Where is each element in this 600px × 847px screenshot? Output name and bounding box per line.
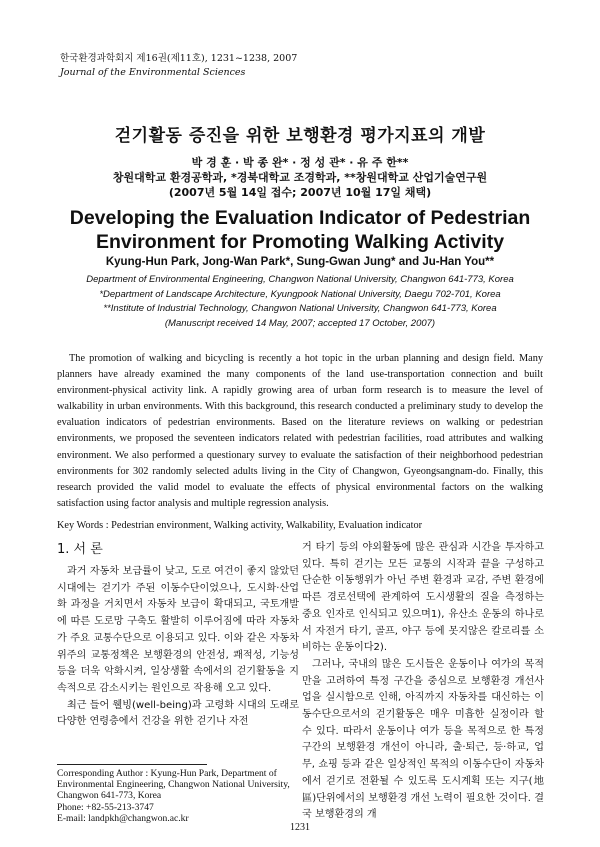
footnote-phone: Phone: +82-55-213-3747 — [57, 801, 154, 813]
section-heading: 1. 서 론 — [57, 542, 103, 557]
affiliation-2: *Department of Landscape Architecture, Kyungpook National University, Daegu 702-701, Korea — [99, 288, 501, 300]
manuscript-dates: (Manuscript received 14 May, 2007; accepted 17 October, 2007) — [164, 317, 436, 329]
abstract: The promotion of walking and bicycling is recently a hot topic in the urban planning and design field. Many planners have already examined the many components of the land use-transportation connection and built environment-physical activity link. A rapidly growing area of urban form research is to measure the level of walkability in urban environments. With this background, this research conducted a preliminary study to develop the evaluation indicators of pedestrian environments. Based on the literature reviews on walking or pedestrian environments, we proposed the seventeen indicators related with pedestrian facilities, road attributes and walking environment. We also performed a questionary survey to evaluate the satisfaction of their neighborhood pedestrian environments for 302 randomly selected adults living in the City of Changwon, Gyeongsangnam-do. Finally, this research provided the valid model to evaluate the effects of physical environmental factors on the walking satisfaction using factor analysis and multiple regression analysis. — [57, 353, 543, 509]
english-title-line1: Developing the Evaluation Indicator of Pedestrian — [69, 207, 531, 229]
right-column — [302, 540, 544, 824]
paragraph: 거 타기 등의 야외활동에 많은 관심과 시간을 투자하고 있다. 특히 걷기는 모든 교통의 시작과 끝을 구성하고 단순한 이동행위가 아닌 주변 환경과 교감, 주변 환경에 따른 경로선택에 관계하여 도시생활의 질을 측정하는 중요 인자로 인식되고 있으며1), 유산소 운동의 하나로서 자전거 타기, 골프, 야구 등에 못지않은 칼로리를 소비하는 운동이다2). — [302, 542, 544, 654]
paragraph: 최근 들어 웰빙(well-being)과 고령화 시대의 도래로 다양한 연령층에서 건강을 위한 걷기나 자전 — [57, 699, 299, 728]
footnote-author: Corresponding Author : Kyung-Hun Park, Department of Environmental Engineering, Changwon National University, Changwon 641-773, Korea — [57, 768, 290, 802]
footnote-divider — [57, 764, 207, 765]
journal-citation: 한국환경과학회지 제16권(제11호), 1231~1238, 2007 — [60, 53, 298, 64]
paragraph: 그러나, 국내의 많은 도시들은 운동이나 여가의 목적만을 고려하여 특정 구간을 중심으로 보행환경 개선사업을 실시함으로 인해, 아직까지 자동차를 대신하는 이동수단으로서의 걷기활동은 매우 미흡한 실정이라 할 수 있다. 따라서 운동이나 여가 등을 목적으로 한 특정 구간의 보행환경 개선이 아니라, 출·퇴근, 등·하교, 업무, 쇼핑 등과 같은 일상적인 목적의 이동수단이 자동차에서 걷기로 전환될 수 있도록 도시계획 또는 지구(地區)단위에서의 보행환경 개선 노력이 필요한 것이다. 결국 보행환경의 개 — [302, 658, 544, 821]
english-affiliations — [0, 273, 600, 331]
journal-name: Journal of the Environmental Sciences — [60, 67, 246, 78]
english-title-line2: Environment for Promoting Walking Activity — [95, 231, 505, 253]
footnote-email: E-mail: landpkh@changwon.ac.kr — [57, 812, 189, 824]
page-number: 1231 — [290, 822, 310, 833]
left-column — [57, 540, 299, 731]
korean-affiliations: 창원대학교 환경공학과, *경북대학교 조경학과, **창원대학교 산업기술연구원 — [112, 171, 488, 184]
korean-author-block — [0, 155, 600, 200]
paragraph: 과거 자동차 보급률이 낮고, 도로 여건이 좋지 않았던 시대에는 걷기가 주된 이동수단이었으나, 도시화·산업화 과정을 거치면서 자동차 보급이 확대되고, 국토개발에 따른 도로망 구축도 활발히 이루어짐에 따라 자동차가 주요 교통수단으로 이용되고 있다. 이와 같은 자동차 위주의 교통정책은 보행환경의 안전성, 쾌적성, 기능성 등을 더욱 악화시켜, 일상생활 속에서의 걷기활동을 지속적으로 감소시키는 원인으로 작용해 오고 있다. — [57, 566, 299, 694]
korean-authors: 박 경 훈 · 박 종 완* · 정 성 관* · 유 주 한** — [191, 156, 409, 169]
corresponding-author-footnote — [57, 768, 297, 824]
english-title — [0, 206, 600, 254]
keywords: Key Words : Pedestrian environment, Walking activity, Walkability, Evaluation indicator — [57, 520, 423, 531]
korean-dates: (2007년 5월 14일 접수; 2007년 10월 17일 채택) — [168, 186, 432, 199]
affiliation-1: Department of Environmental Engineering, Changwon National University, Changwon 641-773, Korea — [86, 274, 514, 285]
journal-header — [60, 52, 297, 80]
affiliation-3: **Institute of Industrial Technology, Changwon National University, Changwon 641-773, Korea — [103, 303, 497, 314]
korean-title: 걷기활동 증진을 위한 보행환경 평가지표의 개발 — [114, 126, 486, 146]
english-authors: Kyung-Hun Park, Jong-Wan Park*, Sung-Gwan Jung* and Ju-Han You** — [105, 256, 495, 268]
